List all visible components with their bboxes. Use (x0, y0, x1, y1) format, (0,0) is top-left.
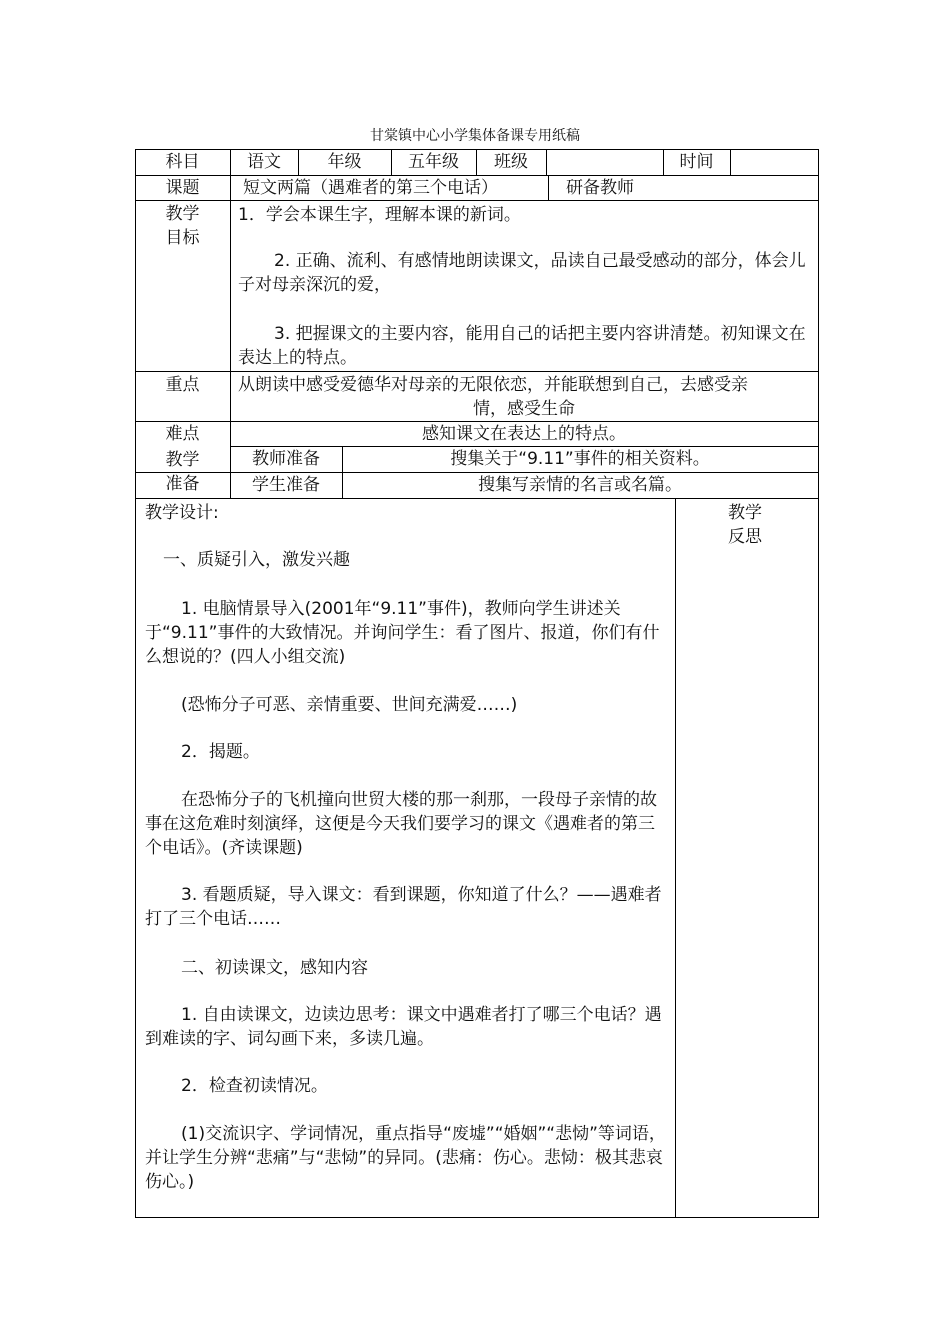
column-divider (730, 149, 731, 175)
design-paragraph-7: 2．检查初读情况。 (181, 1076, 328, 1096)
design-paragraph-4: 在恐怖分子的飞机撞向世贸大楼的那一刹那，一段母子亲情的故事在这危难时刻演绎，这便是今天我们要学习的课文《遇难者的第三个电话》。(齐读课题) (145, 790, 657, 858)
goal-item-1: 1．学会本课生字，理解本课的新词。 (238, 205, 521, 225)
prep-label (135, 448, 230, 496)
teacher-prep-value: 搜集关于“9.11”事件的相关资料。 (450, 449, 710, 469)
difficulty-value: 感知课文在表达上的特点。 (422, 424, 626, 444)
design-section-2: 二、初读课文，感知内容 (181, 958, 368, 978)
goal-item-3: 3. 把握课文的主要内容，能用自己的话把主要内容讲清楚。初知课文在表达上的特点。 (238, 324, 806, 368)
student-prep-label: 学生准备 (252, 475, 320, 495)
key-points-label: 重点 (165, 375, 200, 395)
reflection-line1: 教学 (728, 503, 762, 523)
goals-label (135, 202, 230, 250)
goals-label-line2: 目标 (165, 228, 200, 248)
subject-value: 语文 (247, 152, 281, 172)
column-divider (546, 149, 547, 175)
reflection-label (728, 501, 762, 549)
design-heading: 教学设计: (145, 503, 219, 523)
table-border-right (818, 149, 819, 1218)
column-divider (675, 498, 676, 1218)
prep-teacher-label: 研备教师 (566, 178, 634, 198)
design-section-1: 一、质疑引入，激发兴趣 (163, 550, 350, 570)
topic-label: 课题 (165, 178, 200, 198)
design-paragraph-3: 2．揭题。 (181, 742, 260, 762)
design-paragraph-6: 1. 自由读课文，边读边思考：课文中遇难者打了哪三个电话？遇到难读的字、词勾画下来，多读几遍。 (145, 1005, 662, 1049)
difficulty-label: 难点 (165, 424, 200, 444)
student-prep-value: 搜集写亲情的名言或名篇。 (478, 475, 682, 495)
class-label: 班级 (494, 152, 528, 172)
table-border-left (135, 149, 136, 1218)
design-paragraph-8: (1)交流识字、学词情况，重点指导“废墟”“婚姻”“悲恸”等词语，并让学生分辨“悲痛”与“悲恸”的异同。(悲痛：伤心。悲恸：极其悲哀伤心。) (145, 1124, 666, 1192)
reflection-line2: 反思 (728, 527, 762, 547)
row-divider (135, 498, 819, 499)
goal-item-2: 2. 正确、流利、有感情地朗读课文，品读自己最受感动的部分，体会儿子对母亲深沉的爱， (238, 251, 806, 295)
key-points-line2: 情，感受生命 (473, 399, 575, 419)
table-border-bottom (135, 1217, 819, 1218)
teacher-prep-label: 教师准备 (252, 449, 320, 469)
subject-label: 科目 (165, 152, 200, 172)
row-divider (135, 200, 819, 201)
grade-value: 五年级 (408, 152, 459, 172)
design-paragraph-1: 1. 电脑情景导入(2001年“9.11”事件)，教师向学生讲述关于“9.11”事件的大致情况。并询问学生：看了图片、报道，你们有什么想说的？(四人小组交流) (145, 599, 660, 667)
design-paragraph-2: (恐怖分子可恶、亲情重要、世间充满爱……) (181, 695, 518, 715)
grade-label: 年级 (327, 152, 362, 172)
goals-label-line1: 教学 (165, 204, 200, 224)
row-divider (135, 371, 819, 372)
key-points-line1: 从朗读中感受爱德华对母亲的无限依恋，并能联想到自己，去感受亲 (238, 375, 748, 395)
topic-value: 短文两篇（遇难者的第三个电话） (243, 178, 498, 198)
design-paragraph-5: 3. 看题质疑，导入课文：看到课题，你知道了什么？——遇难者打了三个电话…… (145, 885, 662, 929)
page-title: 甘棠镇中心小学集体备课专用纸稿 (370, 128, 580, 144)
column-divider (548, 175, 549, 201)
prep-label-line1: 教学 (165, 450, 200, 470)
prep-label-line2: 准备 (165, 474, 200, 494)
time-label: 时间 (679, 152, 714, 172)
